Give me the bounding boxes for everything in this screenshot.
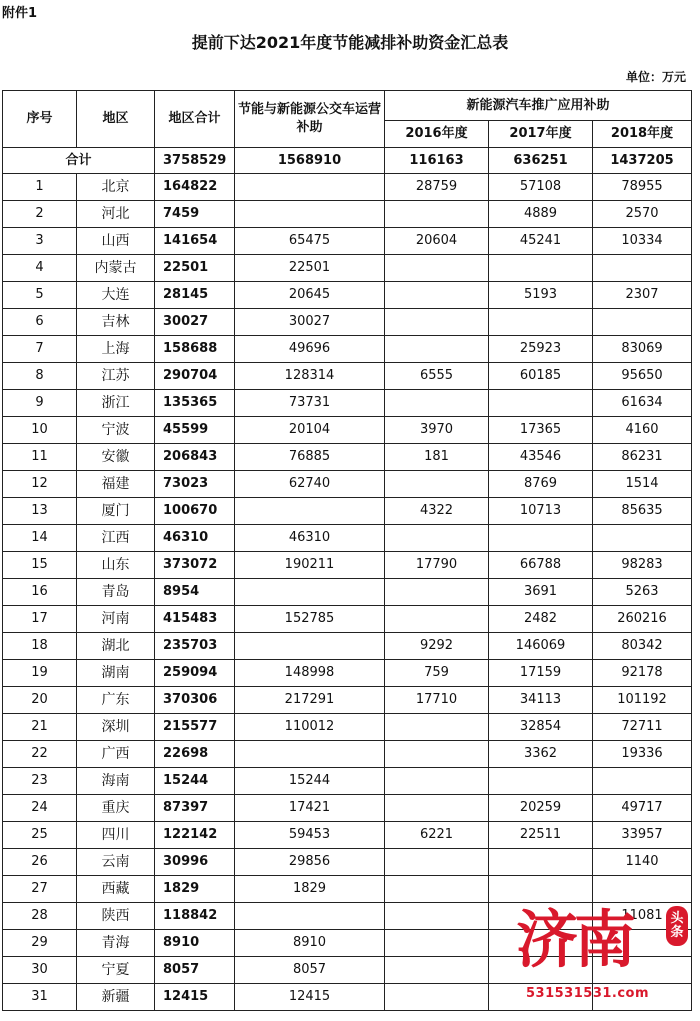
- table-row: [3, 174, 692, 201]
- col-2017-header: 2017年度: [489, 121, 593, 148]
- row-region: 内蒙古: [77, 255, 155, 282]
- row-index: 17: [3, 606, 77, 633]
- row-2018: 1140: [593, 849, 692, 876]
- row-index: 4: [3, 255, 77, 282]
- row-region: 青海: [77, 930, 155, 957]
- row-region: 重庆: [77, 795, 155, 822]
- row-region: 河北: [77, 201, 155, 228]
- row-bus: 152785: [235, 606, 385, 633]
- row-region: 上海: [77, 336, 155, 363]
- row-bus: 20104: [235, 417, 385, 444]
- summary-2017: 636251: [489, 148, 593, 174]
- row-total: 158688: [155, 336, 235, 363]
- row-2018: 95650: [593, 363, 692, 390]
- table-row: [3, 444, 692, 471]
- row-region: 厦门: [77, 498, 155, 525]
- row-2018: 5263: [593, 579, 692, 606]
- row-region: 吉林: [77, 309, 155, 336]
- row-2016: [385, 255, 489, 282]
- row-bus: 65475: [235, 228, 385, 255]
- row-2018: [593, 525, 692, 552]
- row-2018: 260216: [593, 606, 692, 633]
- row-bus: 73731: [235, 390, 385, 417]
- row-2018: 49717: [593, 795, 692, 822]
- row-index: 25: [3, 822, 77, 849]
- logo-text: 济南: [516, 903, 633, 976]
- row-total: 135365: [155, 390, 235, 417]
- row-2017: 43546: [489, 444, 593, 471]
- row-region: 江苏: [77, 363, 155, 390]
- row-total: 30027: [155, 309, 235, 336]
- row-2016: [385, 336, 489, 363]
- col-2016-header: 2016年度: [385, 121, 489, 148]
- row-region: 江西: [77, 525, 155, 552]
- table-row: [3, 633, 692, 660]
- table-row: [3, 795, 692, 822]
- row-2018: 72711: [593, 714, 692, 741]
- row-index: 26: [3, 849, 77, 876]
- row-bus: 62740: [235, 471, 385, 498]
- row-2018: 85635: [593, 498, 692, 525]
- row-2016: 9292: [385, 633, 489, 660]
- col-nev-group-header: 新能源汽车推广应用补助: [385, 91, 692, 121]
- row-region: 四川: [77, 822, 155, 849]
- row-2016: 28759: [385, 174, 489, 201]
- row-2018: 19336: [593, 741, 692, 768]
- page-title: 提前下达2021年度节能减排补助资金汇总表: [191, 33, 509, 52]
- row-index: 28: [3, 903, 77, 930]
- row-total: 164822: [155, 174, 235, 201]
- row-index: 11: [3, 444, 77, 471]
- subsidy-table: [2, 90, 692, 1011]
- row-region: 河南: [77, 606, 155, 633]
- row-2016: 6555: [385, 363, 489, 390]
- row-index: 18: [3, 633, 77, 660]
- row-2017: 8769: [489, 471, 593, 498]
- row-2016: [385, 930, 489, 957]
- summary-2016: 116163: [385, 148, 489, 174]
- row-region: 山西: [77, 228, 155, 255]
- row-bus: 49696: [235, 336, 385, 363]
- row-2018: 11081: [593, 903, 692, 930]
- table-row: [3, 822, 692, 849]
- row-bus: [235, 741, 385, 768]
- row-bus: [235, 201, 385, 228]
- row-2017: 45241: [489, 228, 593, 255]
- row-2016: [385, 903, 489, 930]
- row-index: 21: [3, 714, 77, 741]
- row-bus: 1829: [235, 876, 385, 903]
- row-total: 1829: [155, 876, 235, 903]
- unit-label: 单位：万元: [625, 70, 686, 84]
- row-region: 湖北: [77, 633, 155, 660]
- row-total: 415483: [155, 606, 235, 633]
- col-index-header: 序号: [3, 91, 77, 148]
- row-total: 30996: [155, 849, 235, 876]
- row-total: 12415: [155, 984, 235, 1011]
- row-index: 23: [3, 768, 77, 795]
- row-region: 广西: [77, 741, 155, 768]
- row-bus: 22501: [235, 255, 385, 282]
- row-2016: [385, 606, 489, 633]
- row-2016: [385, 957, 489, 984]
- row-2016: [385, 201, 489, 228]
- row-2017: 3691: [489, 579, 593, 606]
- table-row: [3, 471, 692, 498]
- row-bus: 46310: [235, 525, 385, 552]
- row-index: 31: [3, 984, 77, 1011]
- row-2018: 98283: [593, 552, 692, 579]
- row-total: 206843: [155, 444, 235, 471]
- row-region: 陕西: [77, 903, 155, 930]
- summary-label: 合计: [3, 148, 155, 174]
- row-2017: 34113: [489, 687, 593, 714]
- row-bus: 17421: [235, 795, 385, 822]
- row-region: 青岛: [77, 579, 155, 606]
- row-index: 15: [3, 552, 77, 579]
- table-row: [3, 498, 692, 525]
- row-2016: [385, 390, 489, 417]
- row-bus: 148998: [235, 660, 385, 687]
- row-2017: 17159: [489, 660, 593, 687]
- row-total: 7459: [155, 201, 235, 228]
- row-2017: 32854: [489, 714, 593, 741]
- logo-url: 531531531.com: [526, 986, 650, 1001]
- row-bus: 8910: [235, 930, 385, 957]
- table-row: [3, 417, 692, 444]
- row-2018: 86231: [593, 444, 692, 471]
- row-2016: 20604: [385, 228, 489, 255]
- row-bus: [235, 498, 385, 525]
- row-2016: 4322: [385, 498, 489, 525]
- table-row: [3, 309, 692, 336]
- row-region: 宁夏: [77, 957, 155, 984]
- row-2018: 2307: [593, 282, 692, 309]
- row-2016: [385, 768, 489, 795]
- row-2017: 22511: [489, 822, 593, 849]
- row-total: 8057: [155, 957, 235, 984]
- row-total: 118842: [155, 903, 235, 930]
- row-bus: 76885: [235, 444, 385, 471]
- table-row: [3, 390, 692, 417]
- row-total: 73023: [155, 471, 235, 498]
- row-2017: 60185: [489, 363, 593, 390]
- row-region: 北京: [77, 174, 155, 201]
- col-2018-header: 2018年度: [593, 121, 692, 148]
- table-row: [3, 336, 692, 363]
- row-index: 22: [3, 741, 77, 768]
- row-2016: 17710: [385, 687, 489, 714]
- col-bus-subsidy-header: 节能与新能源公交车运营补助: [235, 91, 385, 148]
- row-2016: [385, 714, 489, 741]
- row-2018: [593, 768, 692, 795]
- row-2016: [385, 525, 489, 552]
- table-row: [3, 741, 692, 768]
- row-total: 259094: [155, 660, 235, 687]
- row-bus: 110012: [235, 714, 385, 741]
- row-2017: 146069: [489, 633, 593, 660]
- row-2016: [385, 984, 489, 1011]
- row-total: 28145: [155, 282, 235, 309]
- row-bus: [235, 633, 385, 660]
- row-2018: 10334: [593, 228, 692, 255]
- row-total: 100670: [155, 498, 235, 525]
- row-region: 新疆: [77, 984, 155, 1011]
- row-2016: [385, 849, 489, 876]
- row-bus: 29856: [235, 849, 385, 876]
- row-region: 安徽: [77, 444, 155, 471]
- row-index: 20: [3, 687, 77, 714]
- row-bus: 59453: [235, 822, 385, 849]
- row-2017: 2482: [489, 606, 593, 633]
- row-2018: [593, 876, 692, 903]
- row-total: 122142: [155, 822, 235, 849]
- row-bus: 30027: [235, 309, 385, 336]
- summary-row: [3, 148, 692, 174]
- row-2017: 5193: [489, 282, 593, 309]
- row-2018: 33957: [593, 822, 692, 849]
- row-region: 广东: [77, 687, 155, 714]
- row-2017: [489, 525, 593, 552]
- row-bus: 12415: [235, 984, 385, 1011]
- row-2017: 10713: [489, 498, 593, 525]
- row-index: 24: [3, 795, 77, 822]
- row-index: 5: [3, 282, 77, 309]
- watermark-logo: [510, 900, 698, 1020]
- row-2016: 6221: [385, 822, 489, 849]
- row-region: 云南: [77, 849, 155, 876]
- row-bus: 15244: [235, 768, 385, 795]
- row-total: 235703: [155, 633, 235, 660]
- row-bus: 217291: [235, 687, 385, 714]
- col-region-total-header: 地区合计: [155, 91, 235, 148]
- row-region: 海南: [77, 768, 155, 795]
- row-2016: [385, 282, 489, 309]
- row-index: 3: [3, 228, 77, 255]
- attachment-label: 附件1: [2, 6, 38, 21]
- row-region: 宁波: [77, 417, 155, 444]
- row-2018: 101192: [593, 687, 692, 714]
- table-row: [3, 255, 692, 282]
- row-2018: 92178: [593, 660, 692, 687]
- row-2017: 3362: [489, 741, 593, 768]
- summary-total: 3758529: [155, 148, 235, 174]
- row-2018: 61634: [593, 390, 692, 417]
- row-region: 西藏: [77, 876, 155, 903]
- table-row: [3, 876, 692, 903]
- row-2018: [593, 309, 692, 336]
- row-region: 大连: [77, 282, 155, 309]
- row-bus: 20645: [235, 282, 385, 309]
- row-2017: [489, 768, 593, 795]
- row-2017: 17365: [489, 417, 593, 444]
- row-2017: 57108: [489, 174, 593, 201]
- row-index: 27: [3, 876, 77, 903]
- row-total: 8910: [155, 930, 235, 957]
- row-total: 8954: [155, 579, 235, 606]
- row-total: 22698: [155, 741, 235, 768]
- row-total: 290704: [155, 363, 235, 390]
- row-bus: [235, 903, 385, 930]
- row-region: 福建: [77, 471, 155, 498]
- row-2016: 3970: [385, 417, 489, 444]
- row-2017: [489, 849, 593, 876]
- table-row: [3, 228, 692, 255]
- table-row: [3, 606, 692, 633]
- row-total: 46310: [155, 525, 235, 552]
- row-total: 22501: [155, 255, 235, 282]
- row-2017: 25923: [489, 336, 593, 363]
- row-2017: 4889: [489, 201, 593, 228]
- table-row: [3, 849, 692, 876]
- row-2016: [385, 471, 489, 498]
- row-2017: 66788: [489, 552, 593, 579]
- row-2018: 83069: [593, 336, 692, 363]
- row-region: 湖南: [77, 660, 155, 687]
- table-row: [3, 525, 692, 552]
- table-row: [3, 579, 692, 606]
- row-bus: [235, 174, 385, 201]
- row-index: 1: [3, 174, 77, 201]
- row-2016: [385, 309, 489, 336]
- row-2016: 759: [385, 660, 489, 687]
- row-total: 45599: [155, 417, 235, 444]
- table-row: [3, 687, 692, 714]
- row-2018: 1514: [593, 471, 692, 498]
- row-region: 山东: [77, 552, 155, 579]
- row-2016: [385, 741, 489, 768]
- row-bus: 128314: [235, 363, 385, 390]
- row-2017: 20259: [489, 795, 593, 822]
- table-row: [3, 552, 692, 579]
- row-2016: [385, 579, 489, 606]
- row-total: 215577: [155, 714, 235, 741]
- row-2017: [489, 255, 593, 282]
- row-total: 87397: [155, 795, 235, 822]
- row-index: 29: [3, 930, 77, 957]
- row-total: 373072: [155, 552, 235, 579]
- row-index: 13: [3, 498, 77, 525]
- table-row: [3, 201, 692, 228]
- row-2016: 181: [385, 444, 489, 471]
- row-index: 16: [3, 579, 77, 606]
- table-row: [3, 660, 692, 687]
- row-index: 9: [3, 390, 77, 417]
- row-2018: 80342: [593, 633, 692, 660]
- row-total: 370306: [155, 687, 235, 714]
- table-row: [3, 282, 692, 309]
- summary-bus: 1568910: [235, 148, 385, 174]
- logo-tag: 头条: [666, 906, 688, 946]
- row-2018: 2570: [593, 201, 692, 228]
- row-2016: [385, 876, 489, 903]
- row-index: 6: [3, 309, 77, 336]
- row-index: 30: [3, 957, 77, 984]
- row-index: 8: [3, 363, 77, 390]
- row-index: 12: [3, 471, 77, 498]
- row-total: 141654: [155, 228, 235, 255]
- row-2018: 4160: [593, 417, 692, 444]
- table-row: [3, 768, 692, 795]
- row-index: 14: [3, 525, 77, 552]
- row-2017: [489, 309, 593, 336]
- row-index: 7: [3, 336, 77, 363]
- row-bus: [235, 579, 385, 606]
- row-2016: [385, 795, 489, 822]
- table-row: [3, 363, 692, 390]
- row-region: 浙江: [77, 390, 155, 417]
- row-2017: [489, 390, 593, 417]
- row-bus: 190211: [235, 552, 385, 579]
- row-2016: 17790: [385, 552, 489, 579]
- row-2018: 78955: [593, 174, 692, 201]
- table-row: [3, 714, 692, 741]
- row-bus: 8057: [235, 957, 385, 984]
- row-2017: [489, 876, 593, 903]
- row-index: 10: [3, 417, 77, 444]
- row-index: 19: [3, 660, 77, 687]
- summary-2018: 1437205: [593, 148, 692, 174]
- col-region-header: 地区: [77, 91, 155, 148]
- row-2018: [593, 255, 692, 282]
- row-region: 深圳: [77, 714, 155, 741]
- row-total: 15244: [155, 768, 235, 795]
- row-index: 2: [3, 201, 77, 228]
